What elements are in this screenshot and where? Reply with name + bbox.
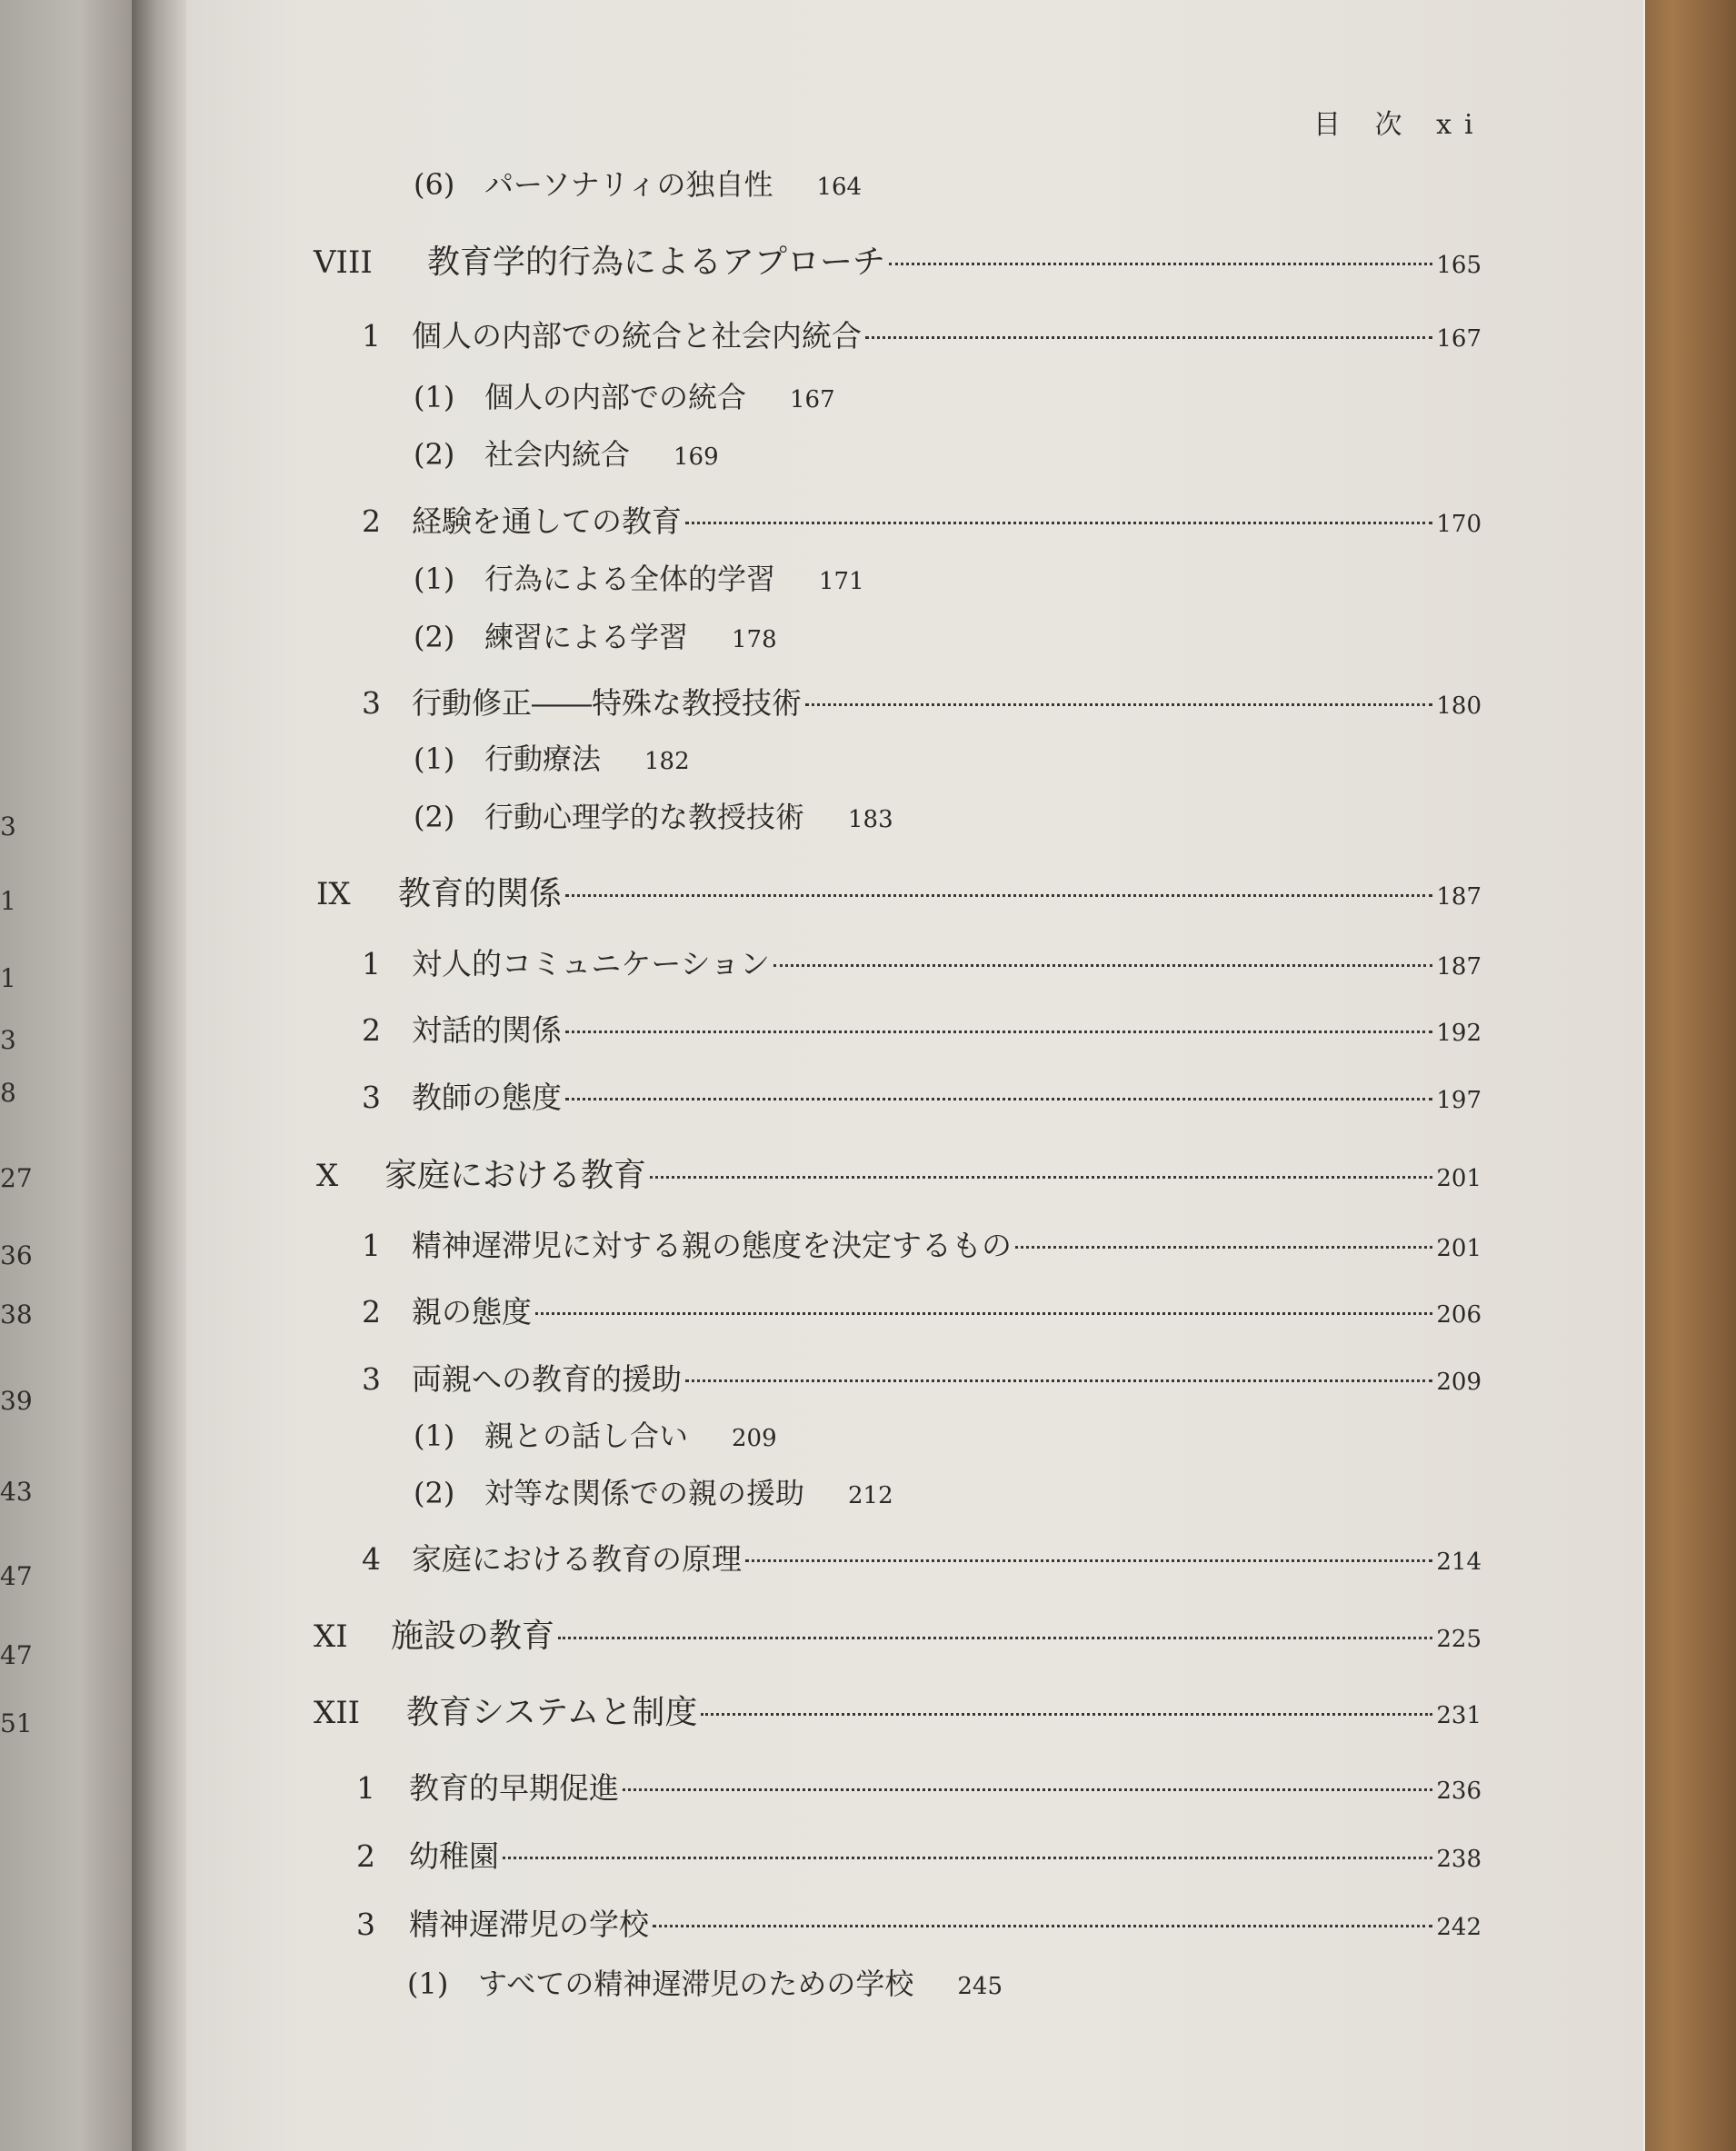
toc-entry-page: 178 bbox=[732, 626, 777, 653]
toc-entry-page: 214 bbox=[1436, 1549, 1482, 1576]
toc-entry bbox=[362, 1356, 1482, 1399]
toc-leader bbox=[1015, 1246, 1432, 1249]
left-page-number: 1 bbox=[0, 963, 16, 993]
toc-entry-page: 209 bbox=[732, 1425, 777, 1452]
left-page-number: 51 bbox=[0, 1708, 33, 1738]
toc-entry bbox=[414, 1470, 893, 1512]
toc-entry-title: 両親への教育的援助 bbox=[412, 1361, 682, 1397]
toc-entry-number: (1) bbox=[407, 1967, 449, 2001]
left-page-number: 43 bbox=[0, 1477, 33, 1507]
toc-entry-title: 練習による学習 bbox=[484, 620, 689, 654]
toc-entry-number: 2 bbox=[362, 503, 381, 539]
toc-entry-number: (2) bbox=[414, 1476, 455, 1510]
toc-entry bbox=[414, 794, 893, 836]
toc-leader bbox=[701, 1713, 1432, 1716]
toc-entry-page: 231 bbox=[1436, 1702, 1482, 1729]
toc-entry-title: パーソナリィの独自性 bbox=[484, 167, 773, 202]
toc-entry-title: 経験を通しての教育 bbox=[412, 503, 682, 539]
toc-entry-number: 2 bbox=[362, 1012, 381, 1048]
toc-entry-title: 家庭における教育の原理 bbox=[412, 1541, 742, 1577]
toc-entry-number: XI bbox=[314, 1618, 348, 1655]
toc-entry-title: 行為による全体的学習 bbox=[484, 562, 776, 596]
left-page-number: 47 bbox=[0, 1640, 33, 1670]
toc-entry-title: 教師の態度 bbox=[412, 1080, 562, 1115]
toc-entry-number: (1) bbox=[414, 1419, 455, 1453]
toc-entry-title: 個人の内部での統合と社会内統合 bbox=[412, 318, 862, 354]
toc-entry-page: 183 bbox=[848, 806, 893, 833]
toc-leader bbox=[565, 1031, 1432, 1033]
toc-entry-title: 社会内統合 bbox=[484, 437, 631, 472]
toc-entry-number: 2 bbox=[362, 1294, 381, 1329]
toc-entry-title: 対話的関係 bbox=[412, 1012, 562, 1048]
left-page-number: 27 bbox=[0, 1163, 33, 1193]
toc-entry-title: すべての精神遅滞児のための学校 bbox=[478, 1967, 914, 2001]
toc-entry-title: 親との話し合い bbox=[484, 1419, 689, 1453]
toc-entry-page: 182 bbox=[644, 748, 690, 775]
toc-entry-number: (6) bbox=[414, 167, 455, 202]
toc-entry-page: 238 bbox=[1436, 1846, 1482, 1873]
toc-entry bbox=[414, 432, 719, 473]
left-page-number: 8 bbox=[0, 1078, 16, 1108]
toc-entry-page: 209 bbox=[1436, 1369, 1482, 1396]
toc-entry-number: (1) bbox=[414, 562, 455, 596]
toc-entry-page: 171 bbox=[819, 568, 864, 595]
toc-entry bbox=[362, 1222, 1482, 1265]
toc-leader bbox=[865, 336, 1432, 339]
toc-entry-title: 施設の教育 bbox=[391, 1618, 555, 1655]
toc-entry-title: 幼稚園 bbox=[409, 1838, 499, 1874]
toc-entry-page: 192 bbox=[1436, 1020, 1482, 1047]
toc-entry-page: 170 bbox=[1436, 511, 1482, 538]
toc-entry-number: (1) bbox=[414, 380, 455, 414]
toc-entry-page: 212 bbox=[848, 1482, 893, 1509]
toc-leader bbox=[503, 1857, 1432, 1859]
toc-entry bbox=[314, 1610, 1482, 1657]
toc-entry-number: X bbox=[316, 1158, 339, 1194]
toc-entry-page: 245 bbox=[957, 1973, 1003, 2000]
toc-entry-number: 4 bbox=[362, 1541, 381, 1577]
toc-leader bbox=[535, 1312, 1432, 1315]
toc-entry bbox=[362, 313, 1482, 355]
left-page-number: 38 bbox=[0, 1300, 33, 1329]
toc-entry-page: 164 bbox=[816, 174, 863, 201]
toc-entry-page: 180 bbox=[1436, 692, 1482, 720]
toc-entry-number: 1 bbox=[362, 1228, 381, 1263]
toc-entry-title: 精神遅滞児の学校 bbox=[409, 1907, 649, 1942]
toc-entry-page: 197 bbox=[1436, 1087, 1482, 1114]
toc-entry-title: 行動療法 bbox=[484, 742, 602, 776]
toc-entry-title: 教育学的行為によるアプローチ bbox=[427, 244, 886, 281]
toc-entry bbox=[414, 736, 690, 778]
left-page-number: 39 bbox=[0, 1386, 33, 1416]
toc-entry-title: 精神遅滞児に対する親の態度を決定するもの bbox=[412, 1228, 1012, 1263]
toc-entry bbox=[414, 1413, 777, 1455]
toc-entry bbox=[407, 1961, 1003, 2003]
toc-entry-title: 教育的関係 bbox=[398, 875, 563, 912]
toc-leader bbox=[889, 263, 1432, 265]
toc-entry bbox=[414, 162, 862, 204]
toc-entry bbox=[316, 868, 1482, 914]
toc-leader bbox=[650, 1176, 1432, 1179]
toc-entry bbox=[362, 1074, 1482, 1117]
toc-entry bbox=[314, 1687, 1482, 1733]
toc-entry bbox=[362, 1007, 1482, 1050]
toc-leader bbox=[623, 1788, 1432, 1791]
toc-entry-page: 225 bbox=[1436, 1626, 1482, 1653]
toc-entry-number: 1 bbox=[362, 318, 381, 354]
toc-entry-page: 165 bbox=[1436, 252, 1482, 279]
toc-entry-title: 行動修正――特殊な教授技術 bbox=[412, 685, 802, 721]
toc-entry-title: 家庭における教育 bbox=[384, 1157, 647, 1194]
toc-entry-page: 201 bbox=[1436, 1165, 1482, 1192]
toc-entry-page: 201 bbox=[1436, 1235, 1482, 1262]
toc-entry-page: 242 bbox=[1436, 1914, 1482, 1941]
toc-entry bbox=[356, 1765, 1482, 1807]
toc-leader bbox=[805, 703, 1432, 706]
toc-entry-title: 教育的早期促進 bbox=[409, 1770, 619, 1806]
toc-entry-number: 1 bbox=[356, 1770, 375, 1806]
toc-entry-number: 1 bbox=[362, 946, 381, 981]
toc-entry-page: 206 bbox=[1436, 1301, 1482, 1329]
left-page-number: 3 bbox=[0, 812, 16, 841]
toc-entry-title: 行動心理学的な教授技術 bbox=[484, 800, 805, 834]
toc-entry bbox=[356, 1833, 1482, 1876]
toc-entry bbox=[356, 1901, 1482, 1944]
toc-leader bbox=[745, 1559, 1432, 1562]
toc-entry-page: 187 bbox=[1436, 883, 1482, 911]
toc-entry-title: 親の態度 bbox=[412, 1294, 532, 1329]
left-page-number: 3 bbox=[0, 1025, 16, 1055]
toc-leader bbox=[565, 1098, 1432, 1100]
toc-leader bbox=[685, 522, 1432, 524]
toc-entry-title: 対人的コミュニケーション bbox=[412, 946, 771, 981]
toc-leader bbox=[653, 1925, 1432, 1927]
toc-entry-title: 教育システムと制度 bbox=[406, 1694, 698, 1731]
toc-entry bbox=[414, 556, 864, 598]
toc-entry bbox=[414, 374, 835, 416]
toc-leader bbox=[565, 894, 1432, 897]
toc-entry bbox=[362, 680, 1482, 722]
toc-entry-page: 236 bbox=[1436, 1778, 1482, 1805]
toc-entry bbox=[362, 941, 1482, 983]
toc-entry-number: (1) bbox=[414, 742, 455, 776]
toc-entry-number: (2) bbox=[414, 437, 455, 472]
toc-leader bbox=[558, 1637, 1432, 1639]
toc-entry bbox=[362, 1289, 1482, 1331]
book-cover-edge bbox=[1645, 0, 1736, 2151]
toc-entry-number: (2) bbox=[414, 800, 455, 834]
toc-entry bbox=[316, 1150, 1482, 1196]
left-page-number: 36 bbox=[0, 1240, 33, 1270]
toc-entry-number: 3 bbox=[362, 1080, 381, 1115]
toc-entry-number: VIII bbox=[314, 244, 373, 281]
toc-entry-page: 169 bbox=[673, 443, 719, 471]
toc-entry bbox=[362, 1536, 1482, 1578]
book-gutter bbox=[132, 0, 186, 2151]
toc-entry bbox=[314, 236, 1482, 283]
toc-entry-number: 2 bbox=[356, 1838, 375, 1874]
toc-entry-title: 対等な関係での親の援助 bbox=[484, 1476, 805, 1510]
toc-entry bbox=[362, 498, 1482, 541]
toc-entry-number: 3 bbox=[362, 1361, 381, 1397]
running-head: 目 次 xi bbox=[1313, 109, 1486, 141]
toc-entry-page: 167 bbox=[1436, 325, 1482, 353]
toc-entry-page: 187 bbox=[1436, 953, 1482, 981]
left-page-number: 47 bbox=[0, 1561, 33, 1591]
left-facing-page bbox=[0, 0, 132, 2151]
toc-entry-number: 3 bbox=[362, 685, 381, 721]
toc-entry-title: 個人の内部での統合 bbox=[484, 380, 747, 414]
toc-entry-page: 167 bbox=[790, 386, 835, 413]
toc-entry-number: XII bbox=[314, 1695, 361, 1731]
toc-leader bbox=[685, 1379, 1432, 1382]
toc-entry-number: 3 bbox=[356, 1907, 375, 1942]
toc-entry bbox=[414, 614, 777, 656]
toc-entry-number: IX bbox=[316, 876, 351, 912]
toc-entry-number: (2) bbox=[414, 620, 455, 654]
toc-leader bbox=[773, 964, 1432, 967]
left-page-number: 1 bbox=[0, 886, 16, 916]
